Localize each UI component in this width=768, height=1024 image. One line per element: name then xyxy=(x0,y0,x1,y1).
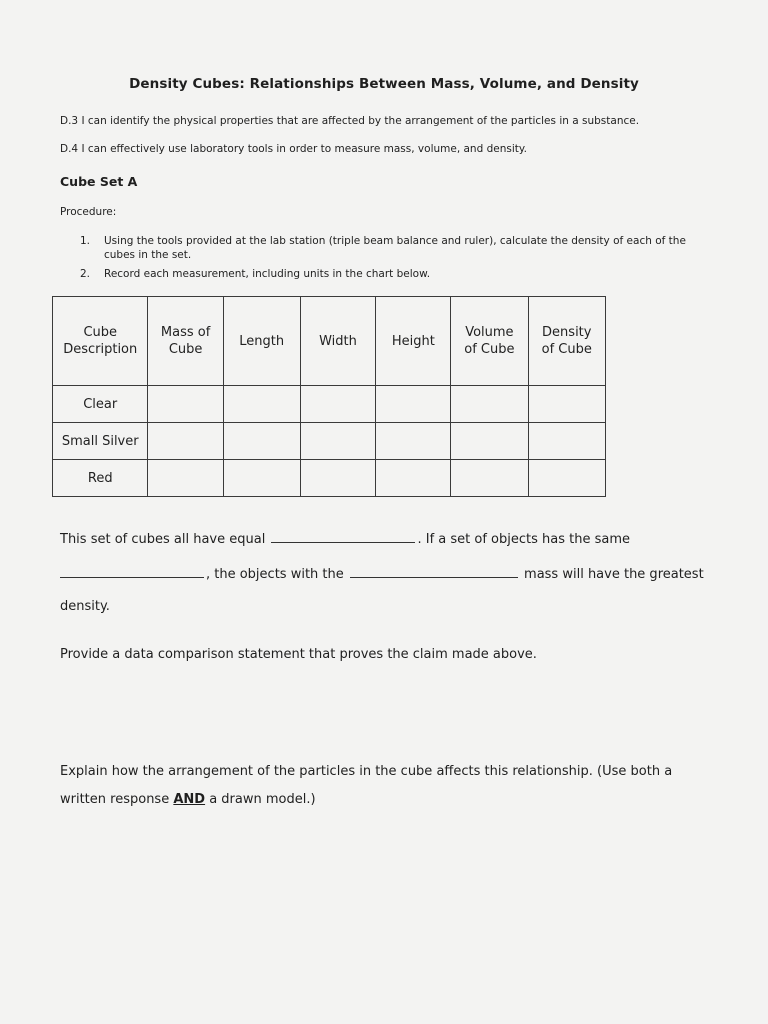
section-title: Cube Set A xyxy=(60,174,138,189)
explain-text: a drawn model.) xyxy=(205,792,316,807)
fill-in-blank-2[interactable] xyxy=(60,565,204,578)
header-line: Cube xyxy=(83,325,118,340)
cell-volume[interactable] xyxy=(451,386,528,423)
header-density xyxy=(528,297,605,386)
header-line: Cube xyxy=(168,342,203,357)
step-text: Record each measurement, including units in the chart below. xyxy=(104,268,431,280)
step-text: Using the tools provided at the lab station (triple beam balance and ruler), calculate the density of each of the cubes in the set. xyxy=(104,235,686,261)
explain-prompt-line-1: Explain how the arrangement of the particles in the cube affects this relationship. (Use both a xyxy=(60,764,673,779)
page-title: Density Cubes: Relationships Between Mass, Volume, and Density xyxy=(129,76,639,92)
cell-height[interactable] xyxy=(376,460,451,497)
row-description: Small Silver xyxy=(53,423,148,460)
header-length xyxy=(223,297,300,386)
table-row xyxy=(53,460,606,497)
claim-text: . If a set of objects has the same xyxy=(417,532,630,547)
header-volume xyxy=(451,297,528,386)
table-row xyxy=(53,423,606,460)
claim-line-3: density. xyxy=(60,599,110,614)
header-width xyxy=(300,297,376,386)
standard-d4: D.4 I can effectively use laboratory tools in order to measure mass, volume, and density. xyxy=(60,143,527,155)
header-line: Height xyxy=(391,333,435,349)
header-line: Volume xyxy=(465,325,514,340)
header-line: Density xyxy=(542,325,592,340)
table-row xyxy=(53,386,606,423)
claim-line-2 xyxy=(60,565,704,582)
table-header-row xyxy=(53,297,606,386)
standard-d3: D.3 I can identify the physical properties that are affected by the arrangement of the particles in a substance. xyxy=(60,115,640,127)
procedure-label: Procedure: xyxy=(60,206,117,218)
header-cube-description xyxy=(53,297,148,386)
cell-width[interactable] xyxy=(300,423,376,460)
cell-width[interactable] xyxy=(300,386,376,423)
header-line: of Cube xyxy=(541,342,592,357)
explain-text: written response xyxy=(60,792,174,807)
claim-text: mass will have the greatest xyxy=(524,567,704,582)
fill-in-blank-3[interactable] xyxy=(350,565,518,578)
row-description: Red xyxy=(53,460,148,497)
step-number: 1. xyxy=(80,235,91,247)
cell-length[interactable] xyxy=(223,386,300,423)
header-line: of Cube xyxy=(464,342,515,357)
cell-mass[interactable] xyxy=(148,423,223,460)
procedure-step-1 xyxy=(80,234,700,262)
cell-width[interactable] xyxy=(300,460,376,497)
step-number: 2. xyxy=(80,268,91,280)
claim-text: This set of cubes all have equal xyxy=(60,532,266,547)
claim-line-1 xyxy=(60,530,630,547)
cell-density[interactable] xyxy=(528,460,605,497)
procedure-step-2 xyxy=(80,267,700,281)
cell-mass[interactable] xyxy=(148,386,223,423)
header-line: Description xyxy=(63,342,138,357)
fill-in-blank-1[interactable] xyxy=(271,530,415,543)
explain-prompt-line-2 xyxy=(60,792,316,807)
row-description: Clear xyxy=(53,386,148,423)
measurement-table xyxy=(52,296,606,497)
header-mass xyxy=(148,297,223,386)
header-height xyxy=(376,297,451,386)
cell-density[interactable] xyxy=(528,386,605,423)
header-line: Mass of xyxy=(160,325,211,340)
comparison-prompt: Provide a data comparison statement that proves the claim made above. xyxy=(60,647,537,662)
cell-height[interactable] xyxy=(376,386,451,423)
cell-mass[interactable] xyxy=(148,460,223,497)
cell-volume[interactable] xyxy=(451,460,528,497)
cell-volume[interactable] xyxy=(451,423,528,460)
claim-text: , the objects with the xyxy=(206,567,344,582)
cell-density[interactable] xyxy=(528,423,605,460)
header-line: Length xyxy=(239,333,285,349)
emphasis-and: AND xyxy=(173,792,206,807)
cell-height[interactable] xyxy=(376,423,451,460)
cell-length[interactable] xyxy=(223,423,300,460)
header-line: Width xyxy=(319,333,357,349)
cell-length[interactable] xyxy=(223,460,300,497)
